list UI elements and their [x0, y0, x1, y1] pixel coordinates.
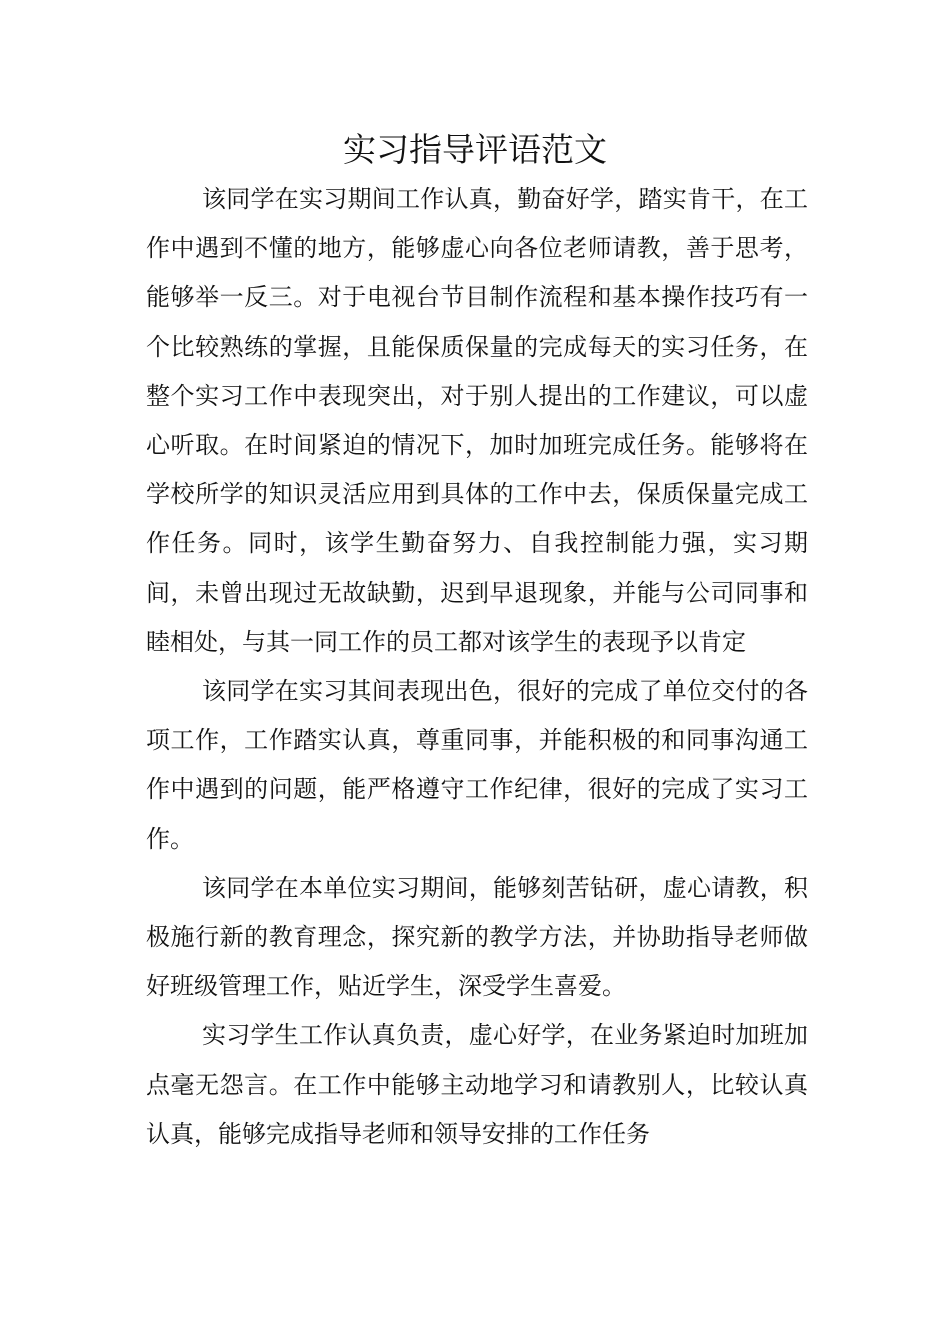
document-body [146, 175, 808, 1159]
paragraph-4: 实习学生工作认真负责，虚心好学，在业务紧迫时加班加点毫无怨言。在工作中能够主动地学习和请教别人，比较认真认真，能够完成指导老师和领导安排的工作任务 [146, 1021, 808, 1148]
paragraph-2: 该同学在实习其间表现出色，很好的完成了单位交付的各项工作，工作踏实认真，尊重同事，并能积极的和同事沟通工作中遇到的问题，能严格遵守工作纪律，很好的完成了实习工作。 [146, 677, 808, 853]
paragraph-3: 该同学在本单位实习期间，能够刻苦钻研，虚心请教，积极施行新的教育理念，探究新的教学方法，并协助指导老师做好班级管理工作，贴近学生，深受学生喜爱。 [146, 873, 808, 1001]
document-title: 实习指导评语范文 [343, 130, 607, 169]
paragraph-1: 该同学在实习期间工作认真，勤奋好学，踏实肯干，在工作中遇到不懂的地方，能够虚心向各位老师请教，善于思考，能够举一反三。对于电视台节目制作流程和基本操作技巧有一个比较熟练的掌握，且能保质保量的完成每天的实习任务，在整个实习工作中表现突出，对于别人提出的工作建议，可以虚心听取。在时间紧迫的情况下，加时加班完成任务。能够将在学校所学的知识灵活应用到具体的工作中去，保质保量完成工作任务。同时，该学生勤奋努力、自我控制能力强，实习期间，未曾出现过无故缺勤，迟到早退现象，并能与公司同事和睦相处，与其一同工作的员工都对该学生的表现予以肯定 [146, 185, 808, 656]
